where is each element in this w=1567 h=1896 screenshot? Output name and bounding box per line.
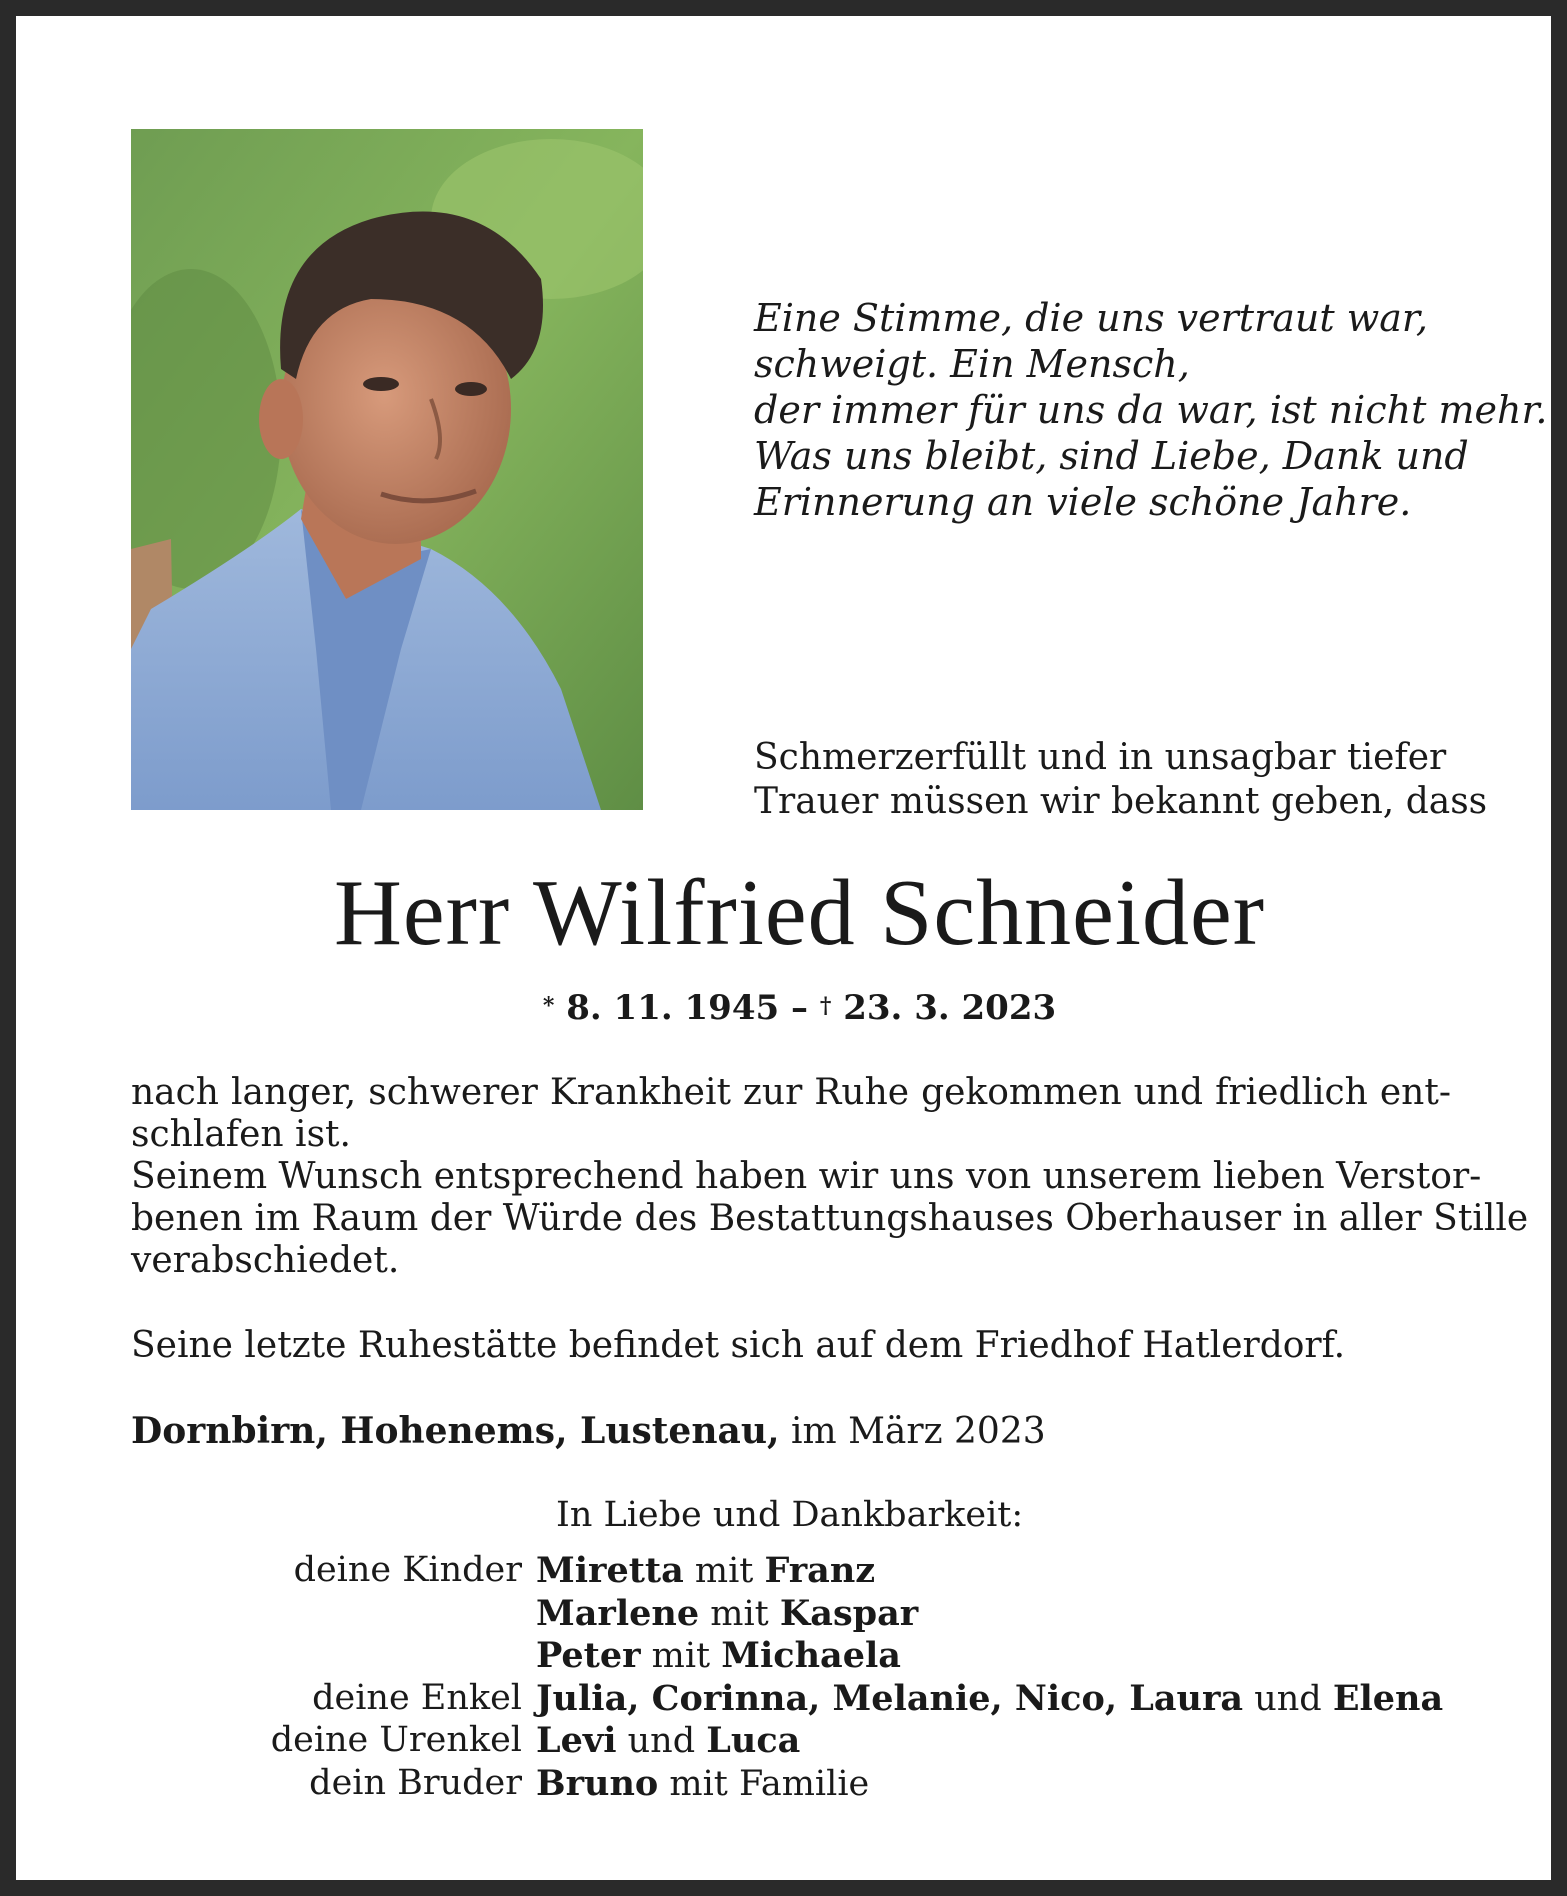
thanks-line: In Liebe und Dankbarkeit: [556, 1495, 1024, 1535]
family-row [216, 1720, 1496, 1763]
family-row [216, 1635, 1496, 1678]
relation-names: Julia, Corinna, Melanie, Nico, Laura und Elena [536, 1677, 1444, 1719]
resting-place: Seine letzte Ruhestätte befindet sich auf dem Friedhof Hatlerdorf. [131, 1325, 1346, 1366]
body-line: nach langer, schwerer Krankheit zur Ruhe gekommen und friedlich ent- [131, 1072, 1451, 1113]
obituary-page [16, 16, 1551, 1880]
places: Dornbirn, Hohenems, Lustenau, [131, 1410, 780, 1452]
death-date: 23. 3. 2023 [843, 988, 1057, 1028]
birth-symbol: * [542, 993, 555, 1019]
relation-names: Peter mit Michaela [536, 1635, 901, 1676]
deceased-name: Herr Wilfried Schneider [333, 861, 1265, 965]
relation-label [216, 1635, 536, 1678]
family-row [216, 1763, 1496, 1806]
relation-names: Bruno mit Familie [536, 1762, 870, 1804]
poem-line: Eine Stimme, die uns vertraut war, [754, 296, 1428, 340]
relation-label: deine Urenkel [270, 1720, 522, 1760]
relation-label: deine Enkel [312, 1677, 522, 1718]
place-and-date [131, 1410, 1451, 1453]
poem-line: Was uns bleibt, sind Liebe, Dank und [754, 434, 1469, 478]
body-line: schlafen ist. [131, 1114, 351, 1155]
poem-line: der immer für uns da war, ist nicht mehr. [754, 388, 1548, 432]
intro-line: Schmerzerfüllt und in unsagbar tiefer [754, 737, 1447, 778]
relation-names: Marlene mit Kaspar [536, 1592, 919, 1634]
relation-label [216, 1593, 536, 1636]
relation-label: dein Bruder [309, 1762, 522, 1803]
poem-line: schweigt. Ein Mensch, [754, 342, 1190, 386]
poem-line: Erinnerung an viele schöne Jahre. [754, 480, 1412, 524]
obituary-text [131, 1072, 1529, 1453]
intro-line: Trauer müssen wir bekannt geben, dass [754, 781, 1488, 822]
month-year: im März 2023 [779, 1411, 1046, 1452]
family-row [216, 1678, 1496, 1721]
relation-names: Levi und Luca [536, 1720, 801, 1761]
relation-names: Miretta mit Franz [536, 1550, 876, 1591]
birth-date: 8. 11. 1945 – [566, 988, 808, 1028]
family-list [216, 1550, 1496, 1805]
body-line: Seinem Wunsch entsprechend haben wir uns von unserem lieben Verstor- [131, 1156, 1482, 1197]
portrait-image [131, 129, 643, 810]
portrait-photo [131, 129, 643, 810]
relation-label: deine Kinder [293, 1550, 522, 1590]
announcement-intro [754, 736, 1488, 824]
death-symbol: † [819, 993, 832, 1019]
life-dates [16, 988, 1567, 1028]
family-row [216, 1550, 1496, 1593]
memorial-poem [754, 295, 1548, 525]
body-line: benen im Raum der Würde des Bestattungshauses Oberhauser in aller Stille [131, 1198, 1529, 1239]
family-row [216, 1593, 1496, 1636]
body-line: verabschiedet. [131, 1240, 400, 1281]
